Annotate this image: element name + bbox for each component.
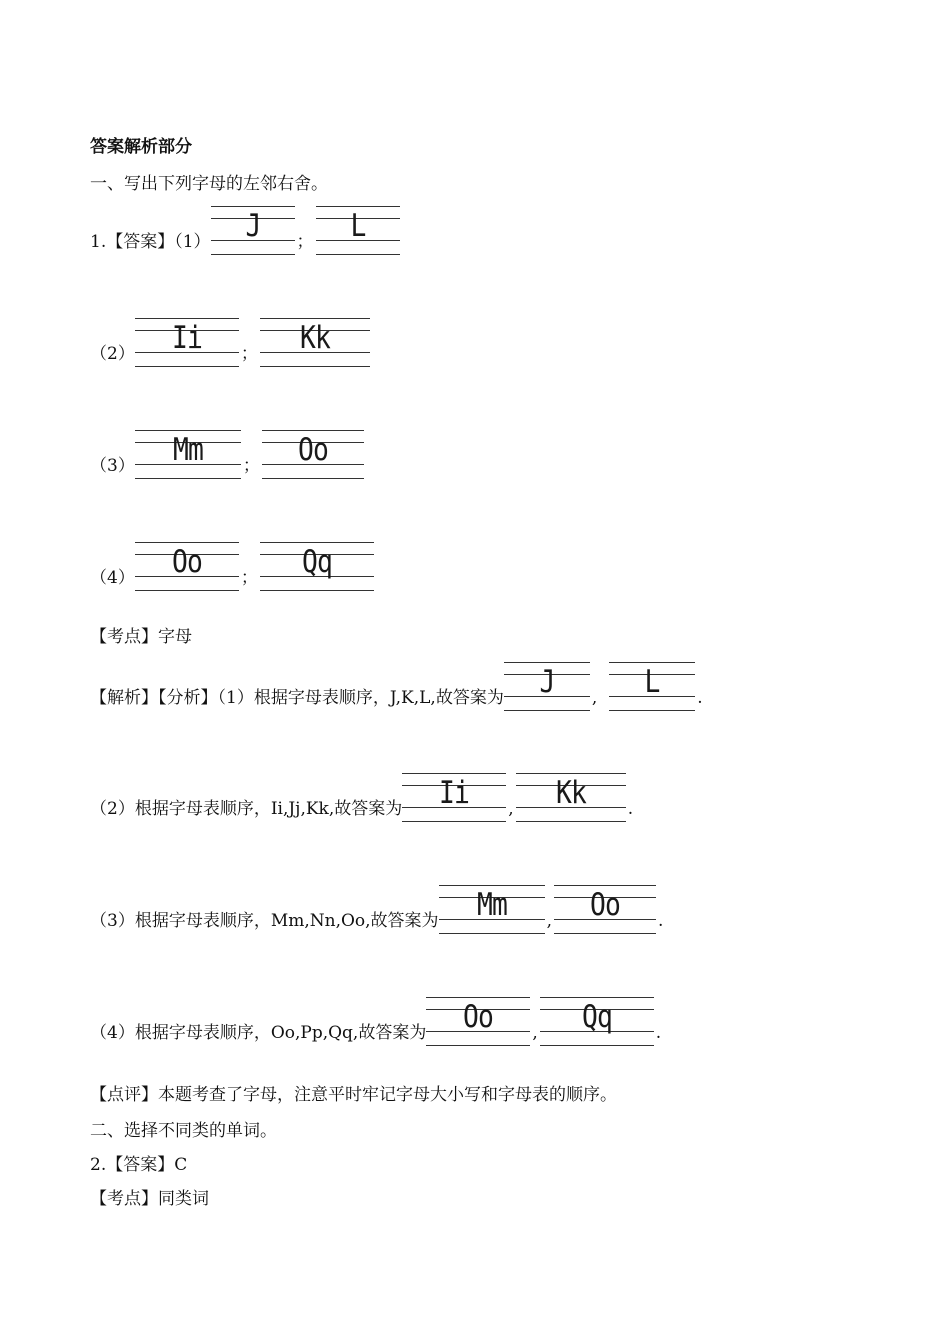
writing-box: Ii [402, 773, 506, 823]
analysis-row-1: 【解析】【分析】（1）根据字母表顺序，J,K,L,故答案为 J , L . [90, 662, 705, 710]
answer-2: 2.【答案】C [90, 1155, 188, 1175]
writing-box: L [316, 206, 400, 256]
writing-box: Mm [135, 430, 241, 480]
writing-box: Qq [540, 997, 654, 1047]
answer-row-2: （2） Ii ； Kk [90, 318, 370, 366]
writing-box: Qq [260, 542, 374, 592]
writing-box: L [609, 662, 695, 712]
comment: 【点评】本题考查了字母，注意平时牢记字母大小写和字母表的顺序。 [90, 1085, 617, 1105]
kaodian-1: 【考点】字母 [90, 627, 192, 647]
writing-box: Oo [554, 885, 656, 935]
answer-row-3: （3） Mm ； Oo [90, 430, 364, 478]
writing-box: Kk [516, 773, 626, 823]
writing-box: Oo [135, 542, 239, 592]
analysis-row-2: （2）根据字母表顺序，Ii,Jj,Kk,故答案为 Ii , Kk . [90, 773, 635, 821]
analysis-row-4: （4）根据字母表顺序，Oo,Pp,Qq,故答案为 Oo , Qq . [90, 997, 663, 1045]
answer-row-4: （4） Oo ； Qq [90, 542, 374, 590]
analysis-row-3: （3）根据字母表顺序，Mm,Nn,Oo,故答案为 Mm , Oo . [90, 885, 665, 933]
heading: 答案解析部分 [90, 137, 192, 157]
writing-box: Kk [260, 318, 370, 368]
writing-box: Mm [439, 885, 545, 935]
writing-box: Oo [262, 430, 364, 480]
section-two-title: 二、选择不同类的单词。 [90, 1121, 277, 1141]
writing-box: Ii [135, 318, 239, 368]
section-one-title: 一、写出下列字母的左邻右舍。 [90, 174, 328, 194]
writing-box: J [211, 206, 295, 256]
writing-box: Oo [426, 997, 530, 1047]
writing-box: J [504, 662, 590, 712]
kaodian-2: 【考点】同类词 [90, 1189, 209, 1209]
answer-row-1: 1.【答案】（1） J ； L [90, 206, 400, 254]
